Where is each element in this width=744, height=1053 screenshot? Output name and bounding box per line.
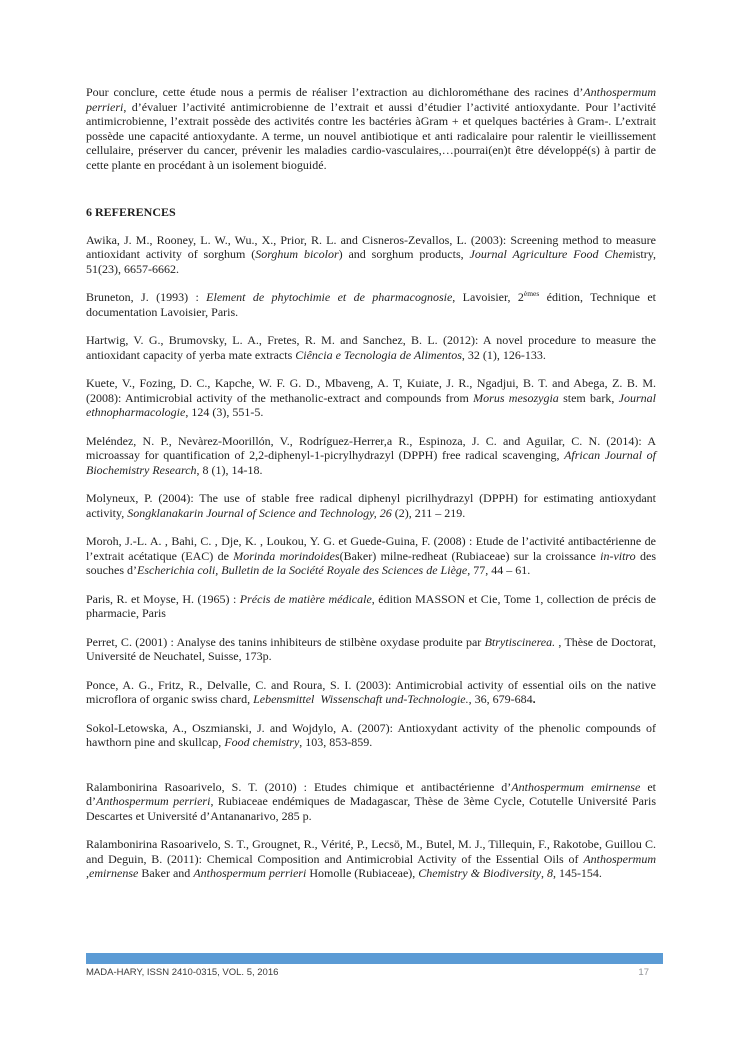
reference-entry: Perret, C. (2001) : Analyse des tanins inhibiteurs de stilbène oxydase produite par Btrytiscinerea. , Thèse de Doctorat, Université de Neuchatel, Suisse, 173p. xyxy=(86,634,659,663)
references-heading: 6 REFERENCES xyxy=(86,205,176,219)
reference-entry: Moroh, J.-L. A. , Bahi, C. , Dje, K. , Loukou, Y. G. et Guede-Guina, F. (2008) : Etude de l’activité antibactérienne de l’extrait acétatique (EAC) de Morinda morindoides(Baker) milne-redheat (Rubiaceae) sur la croissance in-vitro des souches d’Escherichia coli, Bulletin de la Société Royale des Sciences de Liège, 77, 44 – 61. xyxy=(86,534,659,577)
footer-journal-line: MADA-HARY, ISSN 2410-0315, VOL. 5, 2016 xyxy=(86,967,279,978)
reference-entry: Paris, R. et Moyse, H. (1965) : Précis de matière médicale, édition MASSON et Cie, Tome 1, collection de précis de pharmacie, Paris xyxy=(86,591,659,620)
reference-entry: Molyneux, P. (2004): The use of stable free radical diphenyl picrilhydrazyl (DPPH) for estimating antioxydant activity, Songklanakarin Journal of Science and Technology, 26 (2), 211 – 219. xyxy=(86,491,659,520)
reference-entry: Meléndez, N. P., Nevàrez-Moorillón, V., Rodríguez-Herrer,a R., Espinoza, J. C. and Aguilar, C. N. (2014): A microassay for quantification of 2,2-diphenyl-1-picrylhydrazyl (DPPH) free radical scavenging, African Journal of Biochemistry Research, 8 (1), 14-18. xyxy=(86,433,659,477)
footer-accent-bar xyxy=(86,953,663,964)
reference-entry: Ponce, A. G., Fritz, R., Delvalle, C. and Roura, S. I. (2003): Antimicrobial activity of essential oils on the native microflora of organic swiss chard, Lebensmittel Wissenschaft und-Technologie., 36, 679-684. xyxy=(86,677,659,706)
conclusion-paragraph: Pour conclure, cette étude nous a permis de réaliser l’extraction au dichlorométhane des racines d’Anthospermum perrieri, d’évaluer l’activité antimicrobienne de l’extrait et aussi d’étudier l’activité antioxydante. Pour l’activité antimicrobienne, l’extrait possède des activités contre les bactéries àGram + et quelques bactéries à Gram-. L’extrait possède une capacité antioxydante. A terme, un nouvel antibiotique et anti radicalaire pour ralentir le vieillissement cellulaire, préserver du cancer, prévenir les maladies cardio-vasculaires,…pourrai(en)t être développé(s) à partir de cette plante en procédant à un isolement bioguidé. xyxy=(86,85,659,172)
reference-entry: Hartwig, V. G., Brumovsky, L. A., Fretes, R. M. and Sanchez, B. L. (2012): A novel procedure to measure the antioxidant capacity of yerba mate extracts Ciência e Tecnologia de Alimentos, 32 (1), 126-133. xyxy=(86,333,659,362)
reference-entry: Awika, J. M., Rooney, L. W., Wu., X., Prior, R. L. and Cisneros-Zevallos, L. (2003): Screening method to measure antioxidant activity of sorghum (Sorghum bicolor) and sorghum products, Journal Agriculture Food Chemistry, 51(23), 6657-6662. xyxy=(86,232,659,276)
reference-entry: Kuete, V., Fozing, D. C., Kapche, W. F. G. D., Mbaveng, A. T, Kuiate, J. R., Ngadjui, B. T. and Abega, Z. B. M. (2008): Antimicrobial activity of the methanolic-extract and compounds from Morus mesozygia stem bark, Journal ethnopharmacologie, 124 (3), 551-5. xyxy=(86,376,659,419)
footer-page-number: 17 xyxy=(638,967,649,978)
reference-entry: Ralambonirina Rasoarivelo, S. T., Grougnet, R., Vérité, P., Lecsö, M., Butel, M. J., Tillequin, F., Rakotobe, Guillou C. and Deguin, B. (2011): Chemical Composition and Antimicrobial Activity of the Essential Oils of Anthospermum ,emirnense Baker and Anthospermum perrieri Homolle (Rubiaceae), Chemistry & Biodiversity, 8, 145-154. xyxy=(86,837,659,880)
reference-entry: Bruneton, J. (1993) : Element de phytochimie et de pharmacognosie, Lavoisier, 2èmes édition, Technique et documentation Lavoisier, Paris. xyxy=(86,289,660,319)
references-list xyxy=(86,232,660,881)
reference-entry: Sokol-Letowska, A., Oszmianski, J. and Wojdylo, A. (2007): Antioxydant activity of the phenolic compounds of hawthorn pine and skullcap, Food chemistry, 103, 853-859. xyxy=(86,720,659,749)
reference-entry: Ralambonirina Rasoarivelo, S. T. (2010) : Etudes chimique et antibactérienne d’Anthospermum emirnense et d’Anthospermum perrieri, Rubiaceae endémiques de Madagascar, Thèse de 3ème Cycle, Cotutelle Université Paris Descartes et Université d’Antananarivo, 285 p. xyxy=(86,779,659,823)
page-content xyxy=(86,85,660,895)
page-footer xyxy=(86,967,663,978)
